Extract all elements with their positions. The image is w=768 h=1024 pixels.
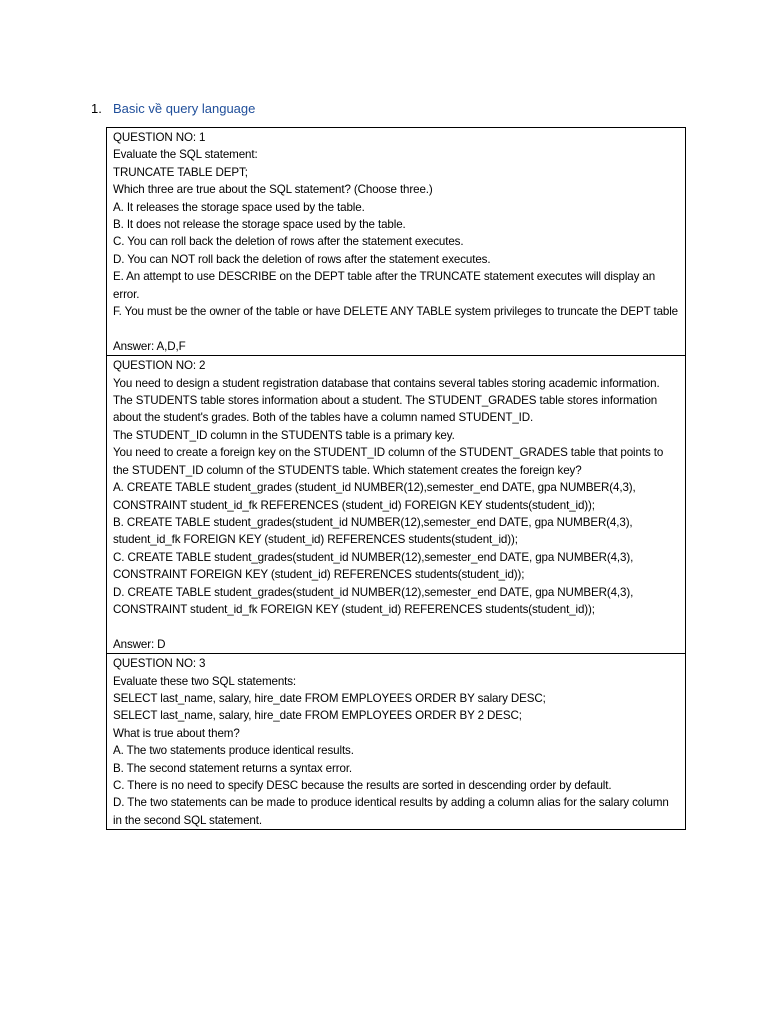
question-cell-3 xyxy=(107,654,686,830)
option-b: B. The second statement returns a syntax error. xyxy=(113,761,353,775)
section-title: Basic về query language xyxy=(113,101,256,116)
question-text: The STUDENTS table stores information about a student. The STUDENT_GRADES table stores information about the student's grades. Both of the tables have a column named STUDENT_ID. xyxy=(113,394,658,425)
section-number: 1. xyxy=(91,101,102,116)
questions-table xyxy=(106,127,686,830)
question-row-2 xyxy=(107,356,686,654)
question-title: QUESTION NO: 2 xyxy=(113,359,206,373)
question-title: QUESTION NO: 1 xyxy=(113,131,206,144)
option-d: D. The two statements can be made to produce identical results by adding a column alias for the salary column in the second SQL statement. xyxy=(113,796,669,827)
option-a: A. It releases the storage space used by the table. xyxy=(113,200,365,214)
option-a: A. The two statements produce identical results. xyxy=(113,744,354,758)
option-c: C. You can roll back the deletion of rows after the statement executes. xyxy=(113,235,464,249)
option-f: F. You must be the owner of the table or have DELETE ANY TABLE system privileges to truncate the DEPT table xyxy=(113,305,679,319)
question-text: Evaluate these two SQL statements: xyxy=(113,674,297,688)
spacer xyxy=(113,618,680,635)
question-text: Evaluate the SQL statement: xyxy=(113,148,258,162)
answer-text: Answer: D xyxy=(113,637,166,651)
option-e: E. An attempt to use DESCRIBE on the DEPT table after the TRUNCATE statement executes will display an error. xyxy=(113,270,656,301)
question-cell-1 xyxy=(107,128,686,356)
option-c: C. There is no need to specify DESC because the results are sorted in descending order by default. xyxy=(113,779,612,792)
sql-statement: TRUNCATE TABLE DEPT; xyxy=(113,165,248,179)
option-d: D. CREATE TABLE student_grades(student_id NUMBER(12),semester_end DATE, gpa NUMBER(4,3), CONSTRAINT student_id_fk FOREIGN KEY (student_id) REFERENCES students(student_id)); xyxy=(113,585,634,616)
question-prompt: You need to create a foreign key on the STUDENT_ID column of the STUDENT_GRADES table that points to the STUDENT_ID column of the STUDENTS table. Which statement creates the foreign key? xyxy=(113,446,664,477)
option-d: D. You can NOT roll back the deletion of rows after the statement executes. xyxy=(113,252,491,266)
question-row-3 xyxy=(107,654,686,830)
question-row-1 xyxy=(107,128,686,356)
question-prompt: Which three are true about the SQL statement? (Choose three.) xyxy=(113,183,433,197)
sql-statement: SELECT last_name, salary, hire_date FROM EMPLOYEES ORDER BY 2 DESC; xyxy=(113,709,522,723)
option-c: C. CREATE TABLE student_grades(student_id NUMBER(12),semester_end DATE, gpa NUMBER(4,3), CONSTRAINT FOREIGN KEY (student_id) REFERENCES students(student_id)); xyxy=(113,550,634,582)
question-cell-2 xyxy=(107,356,686,654)
option-b: B. CREATE TABLE student_grades(student_id NUMBER(12),semester_end DATE, gpa NUMBER(4,3), student_id_fk FOREIGN KEY (student_id) REFERENCES students(student_id)); xyxy=(113,515,633,547)
question-text: You need to design a student registration database that contains several tables storing academic information. xyxy=(113,376,660,390)
question-prompt: What is true about them? xyxy=(113,726,240,740)
question-text: The STUDENT_ID column in the STUDENTS table is a primary key. xyxy=(113,428,455,442)
sql-statement: SELECT last_name, salary, hire_date FROM EMPLOYEES ORDER BY salary DESC; xyxy=(113,691,546,705)
section-heading xyxy=(91,100,255,118)
option-a: A. CREATE TABLE student_grades (student_id NUMBER(12),semester_end DATE, gpa NUMBER(4,3), CONSTRAINT student_id_fk REFERENCES (student_id) FOREIGN KEY students(student_id)); xyxy=(113,481,636,512)
question-title: QUESTION NO: 3 xyxy=(113,657,206,671)
answer-text: Answer: A,D,F xyxy=(113,339,186,353)
spacer xyxy=(113,320,680,337)
option-b: B. It does not release the storage space used by the table. xyxy=(113,218,406,232)
